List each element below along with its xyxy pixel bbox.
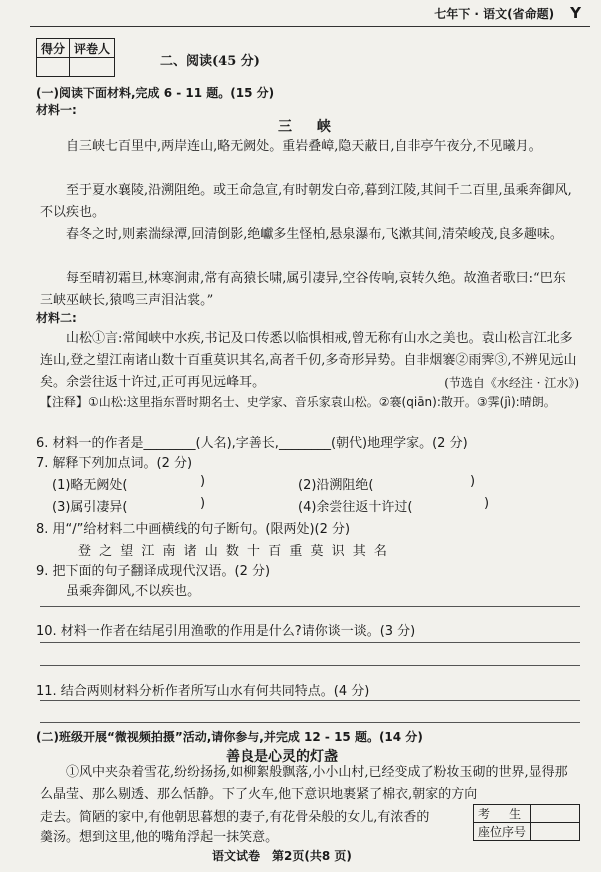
question-11: 11. 结合两则材料分析作者所写山水有何共同特点。(4 分) <box>36 684 370 699</box>
passage-p3: 春冬之时,则素湍绿潭,回清倒影,绝巘多生怪柏,悬泉瀑布,飞漱其间,清荣峻茂,良多趣味。 <box>66 227 563 242</box>
section-title: 二、阅读(45 分) <box>160 54 260 69</box>
q8-sentence: 登 之 望 江 南 诸 山 数 十 百 重 莫 识 其 名 <box>78 544 389 559</box>
q9-sentence: 虽乘奔御风,不以疾也。 <box>66 584 201 599</box>
part2-p1a: ①风中夹杂着雪花,纷纷扬扬,如柳絮般飘落,小小山村,已经变成了粉妆玉砌的世界,显得那么晶莹、那么剔透、那么恬静。下了火车,他下意识地裹紧了棉衣,朝家的方向 <box>40 765 568 802</box>
seat-label: 考 生 <box>474 805 531 823</box>
part1-intro: (一)阅读下面材料,完成 6 - 11 题。(15 分) <box>36 86 275 100</box>
q7-item-3: (3)属引凄异( <box>52 500 128 515</box>
question-6: 6. 材料一的作者是________(人名),字善长,________(朝代)地理学家。(2 分) <box>36 436 468 451</box>
seat-input-1[interactable] <box>531 805 580 823</box>
header-divider <box>30 26 590 27</box>
q9-answer-line[interactable] <box>40 606 580 607</box>
part2-p1b: 走去。简陋的家中,有他朝思暮想的妻子,有花骨朵般的女儿,有浓香的 <box>40 810 430 825</box>
part2-title: 善良是心灵的灯盏 <box>226 749 338 765</box>
grader-cell[interactable] <box>70 58 115 77</box>
q10-answer-line-2[interactable] <box>40 665 580 666</box>
seat-number-box <box>473 804 580 841</box>
part2-intro: (二)班级开展“微视频拍摄”活动,请你参与,并完成 12 - 15 题。(14 分) <box>36 730 423 744</box>
q7-blank-3[interactable]: ) <box>200 496 206 511</box>
source-note: (节选自《水经注 · 江水》) <box>444 376 579 390</box>
passage-title: 三 峡 <box>278 119 341 135</box>
passage-p1: 自三峡七百里中,两岸连山,略无阙处。重岩叠嶂,隐天蔽日,自非亭午夜分,不见曦月。 <box>66 139 542 154</box>
part2-p1c: 羹汤。想到这里,他的嘴角浮起一抹笑意。 <box>40 830 279 845</box>
question-10: 10. 材料一作者在结尾引用渔歌的作用是什么?请你谈一谈。(3 分) <box>36 624 416 639</box>
material2-text: 山松①言:常闻峡中水疾,书记及口传悉以临惧相戒,曾无称有山水之美也。袁山松言江北多连山,登之望江南诸山数十百重莫识其名,高者千仞,多奇形异势。自非烟褰②雨霁③,不辨见远山矣。余尝往返十许过,正可再见远峰耳。 <box>40 331 577 390</box>
q11-answer-line-1[interactable] <box>40 700 580 701</box>
question-8: 8. 用“/”给材料二中画横线的句子断句。(限两处)(2 分) <box>36 522 351 537</box>
q7-blank-4[interactable]: ) <box>484 496 490 511</box>
q7-blank-2[interactable]: ) <box>470 474 476 489</box>
q7-item-1: (1)略无阙处( <box>52 478 128 493</box>
q7-blank-1[interactable]: ) <box>200 474 206 489</box>
score-label: 得分 <box>37 39 70 58</box>
annotation-notes: 【注释】①山松:这里指东晋时期名士、史学家、音乐家袁山松。②褰(qiān):散开。③霁(jì):晴朗。 <box>40 395 556 409</box>
seat-input-2[interactable] <box>531 823 580 841</box>
material1-label: 材料一: <box>36 103 77 117</box>
version-letter: Y <box>570 4 581 22</box>
q7-item-4: (4)余尝往返十许过( <box>298 500 413 515</box>
subject-label: 七年下 · 语文(省命题) <box>434 7 555 21</box>
q11-answer-line-2[interactable] <box>40 722 580 723</box>
passage-p4: 每至晴初霜旦,林寒涧肃,常有高猿长啸,属引凄异,空谷传响,哀转久绝。故渔者歌曰:“巴东三峡巫峡长,猿鸣三声泪沾裳。” <box>40 271 566 308</box>
score-table <box>36 38 115 77</box>
question-7: 7. 解释下列加点词。(2 分) <box>36 456 193 471</box>
material2-label: 材料二: <box>36 311 77 325</box>
score-cell[interactable] <box>37 58 70 77</box>
passage-p2: 至于夏水襄陵,沿溯阻绝。或王命急宣,有时朝发白帝,暮到江陵,其间千二百里,虽乘奔御风,不以疾也。 <box>40 183 572 220</box>
q10-answer-line-1[interactable] <box>40 642 580 643</box>
seat-label-2: 座位序号 <box>474 823 531 841</box>
q7-item-2: (2)沿溯阻绝( <box>298 478 374 493</box>
page-header <box>434 4 581 22</box>
grader-label: 评卷人 <box>70 39 115 58</box>
page-footer: 语文试卷 第2页(共8 页) <box>212 849 352 863</box>
question-9: 9. 把下面的句子翻译成现代汉语。(2 分) <box>36 564 271 579</box>
